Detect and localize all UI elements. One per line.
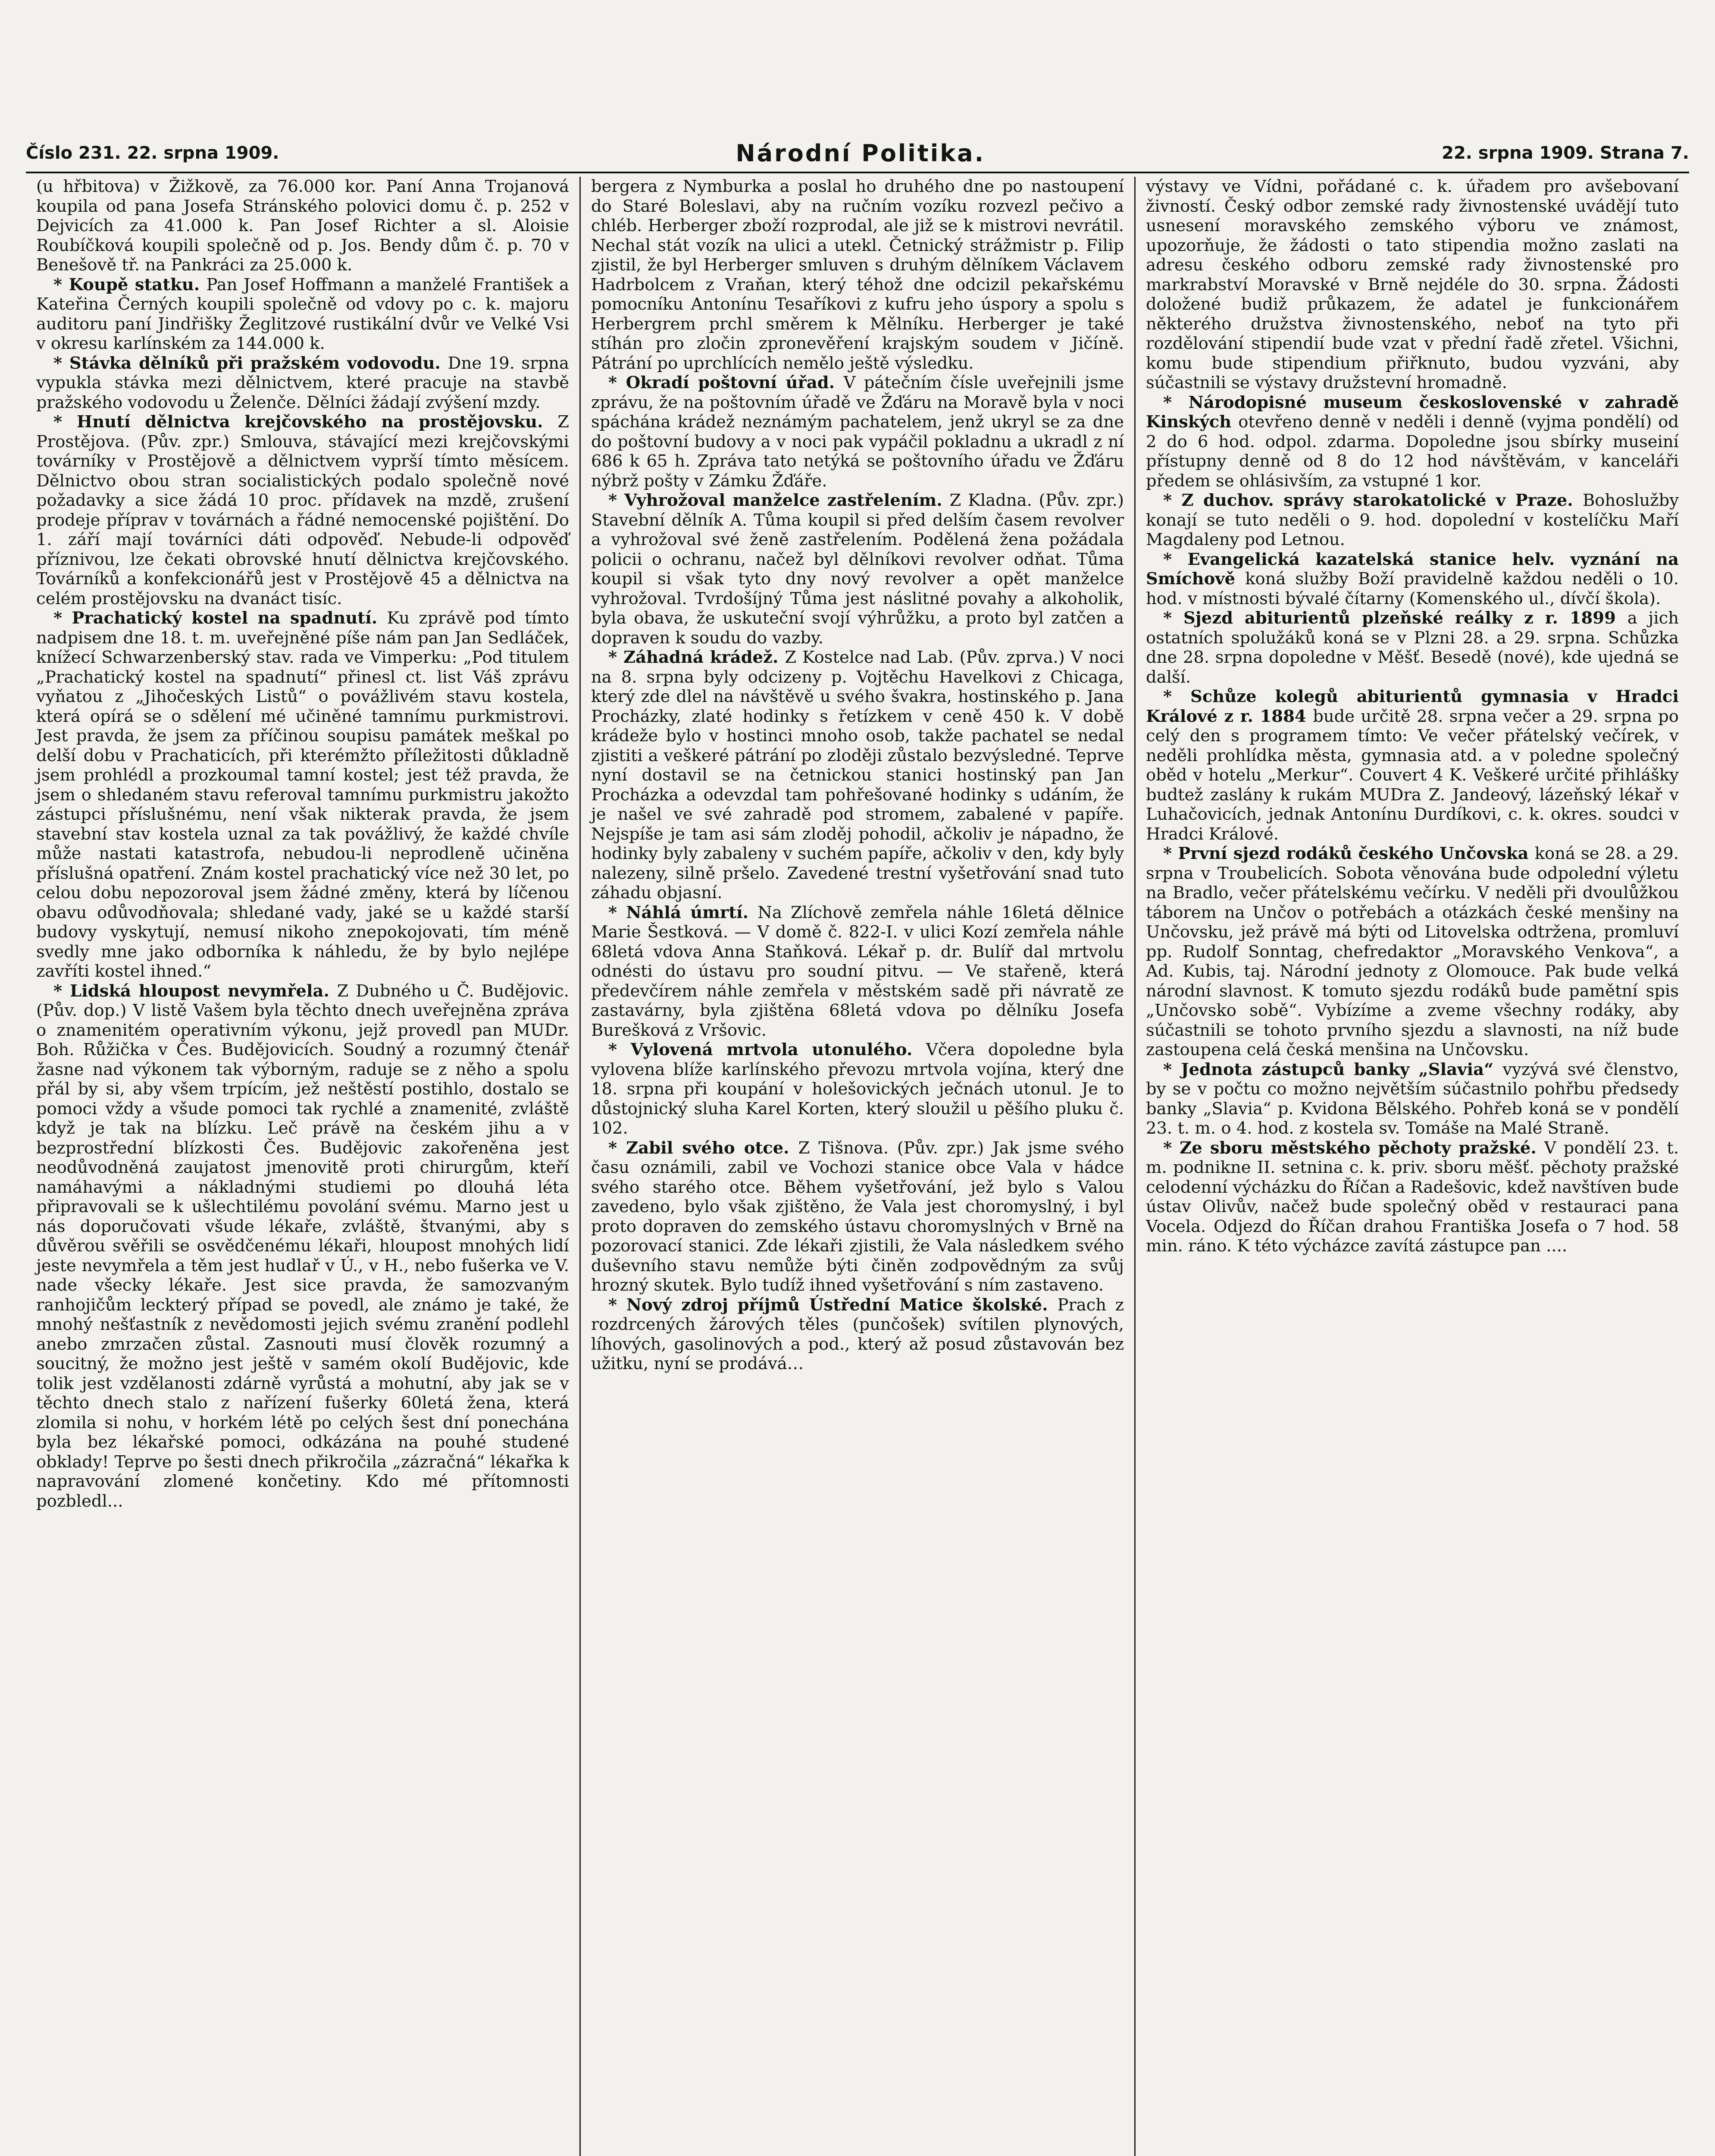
- article-headline: * Prachatický kostel na spadnutí.: [53, 608, 387, 628]
- article-body: koná se 28. a 29. srpna v Troubelicích. Sobota věnována bude odpolední výletu na Bradlo, večer přátelskému večírku. V neděli při dvoulůžkou táborem na Unčov o potřebách a otázkách české menšiny na Unčovsku, jež právě má býti od Litovelska odtržena, promluví pp. Rudolf Sonntag, chefredaktor „Moravského Venkova“, a Ad. Kubis, taj. Národní jednoty z Olomouce. Pak bude velká národní slavnost. K tomuto sjezdu rodáků bude pamětní spis „Unčovsko sobě“. Vybízíme a zveme všechny rodáky, aby súčastnili se tohoto prvního sjezdu a slavnosti, na níž bude zastoupena celá česká menšina na Unčovsku.: [1146, 844, 1679, 1059]
- article-headline: * První sjezd rodáků českého Unčovska: [1163, 844, 1535, 863]
- article-body: Pan Josef Hoffmann a manželé František a Kateřina Černých koupili společně od vdovy po c. k. majoru auditoru paní Jindřišky Žeglitzové rustikální dvůr ve Velké Vsi v okresu karlínském za 144.000 k.: [36, 275, 570, 353]
- article-body: bergera z Nymburka a poslal ho druhého dne po nastoupení do Staré Boleslavi, aby na ručním vozíku rozvezl pečivo a chléb. Herberger zboží rozprodal, ale již se k mistrovi nevrátil. Nechal stát vozík na ulici a utekl. Četnický strážmistr p. Filip zjistil, že byl Herberger smluven s druhým dělníkem Václavem Hadrbolcem z Vraňan, který téhož dne odcizil pekařskému pomocníku Antonínu Tesaříkovi z kufru jeho úspory a spolu s Herbergrem prchl směrem k Mělníku. Herberger je také stíhán pro zločin zpronevěření krajským soudem v Jičíně. Pátrání po uprchlících nemělo ještě výsledku.: [591, 177, 1124, 373]
- article-paragraph: [1146, 844, 1679, 1060]
- article-paragraph: [591, 1138, 1124, 1295]
- article-headline: * Evangelická kazatelská stanice helv. vyznání na Smíchově: [1146, 549, 1679, 589]
- article-paragraph: [591, 1040, 1124, 1138]
- article-headline: * Sjezd abiturientů plzeňské reálky z r. 1899: [1163, 608, 1627, 628]
- article-headline: * Vyhrožoval manželce zastřelením.: [608, 491, 950, 510]
- article-headline: * Jednota zástupců banky „Slavia“: [1163, 1059, 1503, 1079]
- article-headline: * Vylovená mrtvola utonulého.: [608, 1040, 926, 1059]
- date-page-number: 22. srpna 1909. Strana 7.: [1442, 143, 1689, 163]
- article-paragraph: [591, 1295, 1124, 1374]
- article-paragraph: [1146, 177, 1679, 393]
- article-headline: * Hnutí dělnictva krejčovského na prostějovsku.: [53, 412, 558, 432]
- article-body: Z Tišnova. (Pův. zpr.) Jak jsme svého času oznámili, zabil ve Vochozi stanice obce Vala v hádce svého starého otce. Během vyšetřování, jež bylo s Valou zavedeno, bylo však zjištěno, že Vala jest choromyslný, i byl proto dopraven do zemského ústavu choromyslných v Brně na pozorovací stanici. Zde lékaři zjistili, že Vala následkem svého duševního stavu nemůže býti činěn zodpovědným za svůj hrozný skutek. Bylo tudíž ihned vyšetřování s ním zastaveno.: [591, 1138, 1124, 1295]
- article-body: Z Kostelce nad Lab. (Pův. zprva.) V noci na 8. srpna byly odcizeny p. Vojtěchu Havelkovi z Chicaga, který zde dlel na návštěvě u svého švakra, hostinského p. Jana Procházky, zlaté hodinky s řetízkem v ceně 450 k. V době krádeže bylo v hostinci mnoho osob, takže pachatel se nedal zjistiti a veškeré pátrání po zloději zůstalo bezvýsledné. Teprve nyní dostavil se na četnickou stanici hostinský pan Jan Procházka a odevzdal tam pohřešované hodinky s udáním, že je našel ve své zahradě pod stromem, zabalené v papíře. Nejspíše je tam asi sám zloděj pohodil, ačkoliv je nápadno, že hodinky byly zabaleny v suchém papíře, ačkoliv v den, kdy byly nalezeny, silně pršelo. Zavedené trestní vyšetřování snad tuto záhadu objasní.: [591, 648, 1124, 903]
- article-paragraph: [36, 354, 569, 413]
- article-body: vyzývá své členstvo, by se v počtu co možno největším súčastnilo pohřbu předsedy banky „Slavia“ p. Kvidona Bělského. Pohřeb koná se v pondělí 23. t. m. o 4. hod. z kostela sv. Tomáše na Malé Straně.: [1146, 1059, 1679, 1138]
- column-2: [579, 177, 1134, 2156]
- article-headline: * Okradí poštovní úřad.: [608, 373, 844, 392]
- article-paragraph: [36, 412, 569, 608]
- article-headline: * Zabil svého otce.: [608, 1138, 798, 1158]
- article-body: V pátečním čísle uveřejnili jsme zprávu, že na poštovním úřadě ve Žďáru na Moravě byla v noci spáchána krádež neznámým pachatelem, jenž ukryl se za dne do poštovní budovy a v noci pak vypáčil pokladnu a ukradl z ní 686 k 65 h. Zpráva tato netýká se poštovního úřadu ve Žďáru nýbrž pošty v Zámku Žďáře.: [591, 373, 1124, 491]
- article-body: Z Dubného u Č. Budějovic. (Pův. dop.) V listě Vašem byla těchto dnech uveřejněna zpráva o znamenitém operativním výkonu, jejž provedl pan MUDr. Boh. Růžička v Čes. Budějovicích. Soudný a rozumný čtenář žasne nad výkonem tak výborným, raduje se z něho a spolu přál by si, aby všem trpícím, jež neštěstí postihlo, dostalo se pomoci vždy a všude pomoci tak rychlé a znamenité, zvláště když je tak na blízku. Leč právě na českém jihu a v bezprostřední blízkosti Čes. Budějovic zakořeněna jest neodůvodněná zaujatost jmenovitě proti chirurgům, kteří namáhavými a nákladnými studiemi po dlouhá léta připravovali se k ušlechtilému povolání svému. Marno jest u nás doporučovati všude lékaře, zvláště, štvanými, aby s důvěrou svěřili se osvědčenému lékaři, hloupost mnohých lidí jeste nevymřela a těm jest hudlař v Ú., v H., nebo fušerka ve V. nade všecky lékaře. Jest sice pravda, že samozvaným ranhojičům leckterý případ se povedl, ale známo je také, že mnohý nešťastník z nevědomosti jejich svému zranění podlehl anebo zmrzačen zůstal. Zasnouti musí člověk rozumný a soucitný, že možno jest ještě v samém okolí Budějovic, kde tolik jest vzdělanosti zdárně vyrůstá a mohutní, aby jak se v těchto dnech stalo z nařízení fušerky 60letá žena, která zlomila si nohu, v horkém létě po celých šest dní ponechána byla bez lékařské pomoci, odkázána na pouhé studené obklady! Teprve po šesti dnech přikročila „zázračná“ lékařka k napravování zlomené končetiny. Kdo mé přítomnosti pozbledl...: [36, 981, 569, 1511]
- article-body: Bohoslužby konají se tuto neděli o 9. hod. dopolední v kostelíčku Maří Magdaleny pod Letnou.: [1146, 491, 1679, 549]
- article-paragraph: [1146, 687, 1679, 844]
- article-body: Prach z rozdrcených žárových těles (punčošek) svítilen plynových, líhových, gasolinových a pod., který až posud zůstavován bez užitku, nyní se prodává…: [591, 1295, 1124, 1373]
- article-headline: * Lidská hloupost nevymřela.: [53, 981, 337, 1001]
- article-headline: * Nový zdroj příjmů Ústřední Matice školské.: [608, 1295, 1058, 1315]
- article-body: Ku zprávě pod tímto nadpisem dne 18. t. m. uveřejněné píše nám pan Jan Sedláček, knížecí Schwarzenberský stav. rada ve Vimperku: „Pod titulem „Prachatický kostel na spadnutí“ přinesl ct. list Váš zprávu vyňatou z „Jihočeských Listů“ o povážlivém stavu kostela, která opírá se o sdělení mé učiněné tamnímu purkmistrovi. Jest pravda, že jsem za příčinou soupisu památek meškal po delší dobu v Prachaticích, při kterémžto příležitosti důkladně jsem prohlédl a prozkoumal tamní kostel; jest též pravda, že jsem o shledaném stavu referoval tamnímu purkmistru jakožto zástupci příslušnému, není však nikterak pravda, že jsem stavební stav kostela uznal za tak povážlivý, že každé chvíle může nastati katastrofa, nebudou-li neprodleně učiněna příslušná opatření. Znám kostel prachatický více než 30 let, po celou dobu nepozoroval jsem žádné změny, která by líčenou obavu odůvodňovala; shledané vady, jaké se u každé starší budovy vyskytují, nemusí nikoho znepokojovati, tím méně svedly mne jako odborníka k náhledu, že by bylo nejlépe zavříti kostel ihned.“: [36, 608, 569, 981]
- article-paragraph: [1146, 393, 1679, 491]
- article-headline: * Záhadná krádež.: [608, 648, 785, 667]
- article-paragraph: [591, 491, 1124, 648]
- issue-number-date: Číslo 231. 22. srpna 1909.: [26, 143, 279, 163]
- article-body: Z Prostějova. (Pův. zpr.) Smlouva, stávající mezi krejčovskými továrníky v Prostějově a dělnictvem vyprší tímto měsícem. Dělnictvo obou stran socialistických podalo společně nové požadavky a sice žádá 10 proc. přídavek na mzdě, zrušení prodeje příprav v továrnách a řádné nemocenské pojištění. Do 1. září mají továrníci dáti odpověď. Nebude-li odpověď příznivou, lze čekati obrovské hnutí dělnictva krejčovského. Továrníků a konfekcionářů jest v Prostějově 45 a dělnictva na celém prostějovsku na dvanáct tisíc.: [36, 412, 569, 608]
- article-headline: * Z duchov. správy starokatolické v Praze.: [1163, 491, 1583, 510]
- article-body: bude určitě 28. srpna večer a 29. srpna po celý den s programem tímto: Ve večer přátelský večírek, v neděli prohlídka města, gymnasia atd. a v poledne společný oběd v hotelu „Merkur“. Couvert 4 K. Veškeré určité přihlášky budtež zaslány k rukám MUDra Z. Jandeový, lázeňský lékař v Luhačovicích, jednak Antonínu Durdíkovi, c. k. okres. soudci v Hradci Králové.: [1146, 706, 1679, 844]
- article-body: Z Kladna. (Pův. zpr.) Stavební dělník A. Tůma koupil si před delším časem revolver a vyhrožoval své ženě zastřelením. Podělená žena požádala policii o ochranu, načež byl dělníkovi revolver odňat. Tůma koupil si však tyto dny nový revolver a opět manželce vyhrožoval. Tvrdošíjný Tůma jest náslitné povahy a alkoholik, byla obava, že uskuteční svojí výhrůžku, a proto byl zatčen a dopraven k soudu do vazby.: [591, 491, 1124, 648]
- article-paragraph: [36, 608, 569, 981]
- article-headline: * Schůze kolegů abiturientů gymnasia v Hradci Králové z r. 1884: [1146, 687, 1679, 726]
- article-body: a jich ostatních spolužáků koná se v Plzni 28. a 29. srpna. Schůzka dne 28. srpna dopoledne v Měšť. Besedě (nové), kde ujedná se další.: [1146, 608, 1679, 687]
- newspaper-title: Národní Politika.: [735, 139, 986, 167]
- article-body: výstavy ve Vídni, pořádané c. k. úřadem pro avšebovaní živností. Český odbor zemské rady živnostenské uvádějí tuto usnesení moravského zemského výboru ve známost, upozorňuje, že žádosti o tato stipendia možno zaslati na adresu českého odboru zemské rady živnostenské pro markrabství Moravské v Brně nejdéle do 30. srpna. Žádosti doložené budiž průkazem, že adatel je funkcionářem některého družstva živnostenského, neboť na tyto při rozdělování stipendií bude vzat v přední řadě zřetel. Všichni, komu bude stipendium přiřknuto, budou vyzváni, aby súčastnili se výstavy družstevní hromadně.: [1146, 177, 1679, 392]
- article-paragraph: [591, 177, 1124, 373]
- article-headline: * Ze sboru městského pěchoty pražské.: [1163, 1138, 1544, 1158]
- article-paragraph: [36, 981, 569, 1511]
- column-3: [1134, 177, 1689, 2156]
- article-body: Dne 19. srpna vypukla stávka mezi dělnictvem, které pracuje na stavbě pražského vodovodu u Želenče. Dělníci žádají zvýšení mzdy.: [36, 353, 569, 412]
- article-body: (u hřbitova) v Žižkově, za 76.000 kor. Paní Anna Trojanová koupila od pana Josefa Stránského polovici domu č. p. 252 v Dejvicích za 41.000 k. Pan Josef Richter a sl. Aloisie Roubíčková koupili společně od p. Jos. Bendy dům č. p. 70 v Benešově tř. na Pankráci za 25.000 k.: [36, 177, 569, 275]
- article-paragraph: [1146, 1060, 1679, 1138]
- column-1: [26, 177, 579, 2156]
- header-rule: [26, 172, 1689, 173]
- article-headline: * Koupě statku.: [53, 275, 207, 295]
- article-paragraph: [36, 177, 569, 275]
- text-columns: [26, 177, 1689, 2156]
- article-paragraph: [36, 275, 569, 354]
- article-paragraph: [1146, 1138, 1679, 1256]
- article-body: otevřeno denně v neděli i denně (vyjma pondělí) od 2 do 6 hod. odpol. zdarma. Dopoledne jsou sbírky museiní přístupny denně od 8 do 12 hod návštěvám, v kanceláři předem se ohlásivším, za vstupné 1 kor.: [1146, 412, 1679, 491]
- article-paragraph: [1146, 491, 1679, 550]
- article-body: koná služby Boží pravidelně každou neděli o 10. hod. v místnosti bývalé čítarny (Komenského ul., dívčí škola).: [1146, 569, 1679, 608]
- article-paragraph: [591, 648, 1124, 903]
- article-paragraph: [591, 373, 1124, 491]
- article-body: V pondělí 23. t. m. podnikne II. setnina c. k. priv. sboru měšť. pěchoty pražské celodenní výcházku do Říčan a Radešovic, kdež navštíven bude ústav Olivův, načež bude společný oběd v restauraci pana Vocela. Odjezd do Říčan drahou Františka Josefa o 7 hod. 58 min. ráno. K této výcházce zavítá zástupce pan ....: [1146, 1138, 1679, 1256]
- article-headline: * Národopisné museum československé v zahradě Kinských: [1146, 392, 1679, 432]
- article-body: Včera dopoledne byla vylovena blíže karlínského převozu mrtvola vojína, který dne 18. srpna při koupání v holešovických ječnách utonul. Je to důstojnický sluha Karel Korten, který sloužil u pěšího pluku č. 102.: [591, 1040, 1124, 1138]
- article-headline: * Náhlá úmrtí.: [608, 903, 758, 922]
- page-header: [26, 138, 1689, 168]
- article-paragraph: [1146, 608, 1679, 687]
- article-body: Na Zlíchově zemřela náhle 16letá dělnice Marie Šestková. — V domě č. 822-I. v ulici Kozí zemřela náhle 68letá vdova Anna Staňková. Lékař p. dr. Bulíř dal mrtvolu odnésti do ústavu pro soudní pitvu. — Ve stařeně, která předevčírem náhle zemřela v městském sadě při návratě ze zastavárny, byla zjištěna 68letá vdova po dělníku Josefa Burešková z Vršovic.: [591, 903, 1124, 1040]
- article-paragraph: [591, 903, 1124, 1040]
- article-headline: * Stávka dělníků při pražském vodovodu.: [53, 353, 448, 373]
- article-paragraph: [1146, 550, 1679, 609]
